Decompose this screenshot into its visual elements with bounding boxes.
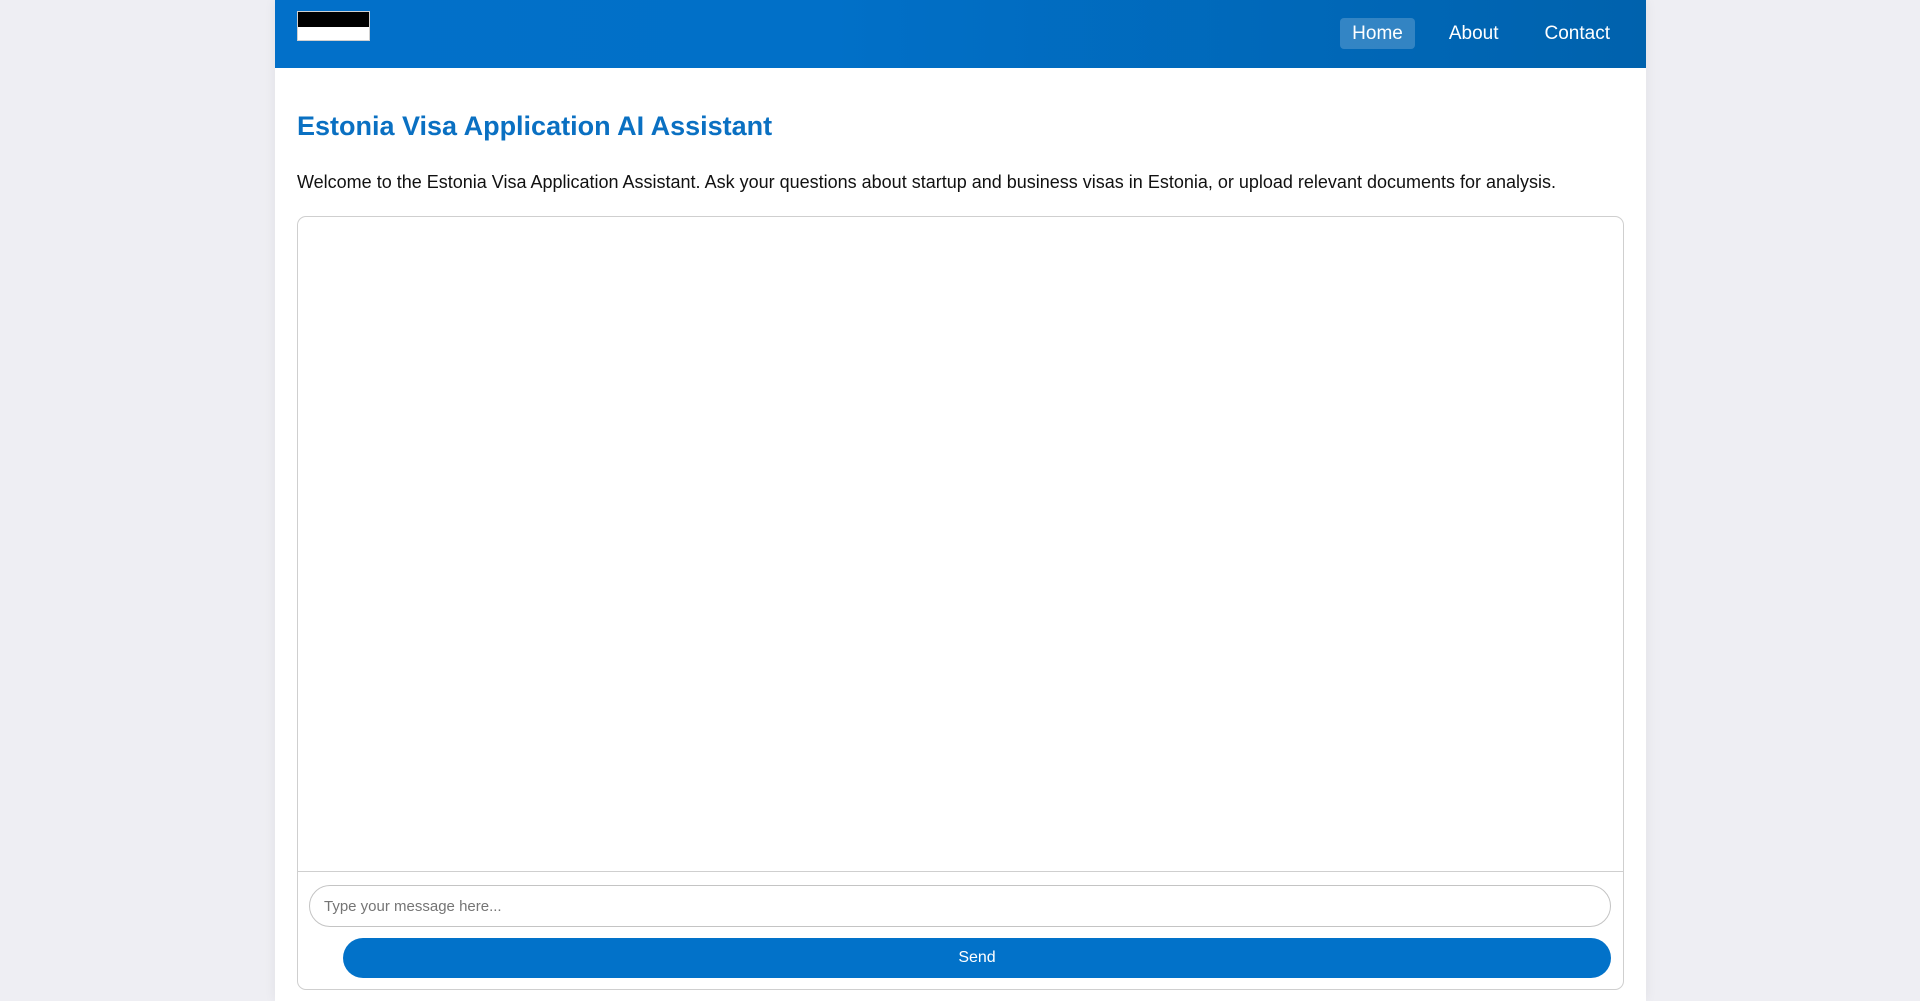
main-nav bbox=[1340, 18, 1622, 49]
nav-contact[interactable]: Contact bbox=[1544, 23, 1610, 44]
chat-panel bbox=[297, 216, 1624, 990]
flag-stripe-white bbox=[298, 27, 369, 41]
site-header bbox=[275, 0, 1646, 68]
send-button[interactable]: Send bbox=[343, 938, 1611, 978]
nav-about[interactable]: About bbox=[1448, 23, 1499, 44]
flag-stripe-black bbox=[298, 12, 369, 27]
estonia-flag-icon[interactable] bbox=[297, 11, 370, 41]
nav-home[interactable]: Home bbox=[1340, 18, 1415, 49]
page-container bbox=[275, 0, 1646, 1001]
page-title: Estonia Visa Application AI Assistant bbox=[297, 111, 773, 141]
message-input[interactable] bbox=[309, 885, 1611, 927]
chat-messages-area[interactable] bbox=[298, 217, 1623, 872]
intro-text: Welcome to the Estonia Visa Application Assistant. Ask your questions about startup and business visas in Estonia, or upload relevant documents for analysis. bbox=[297, 172, 1557, 192]
